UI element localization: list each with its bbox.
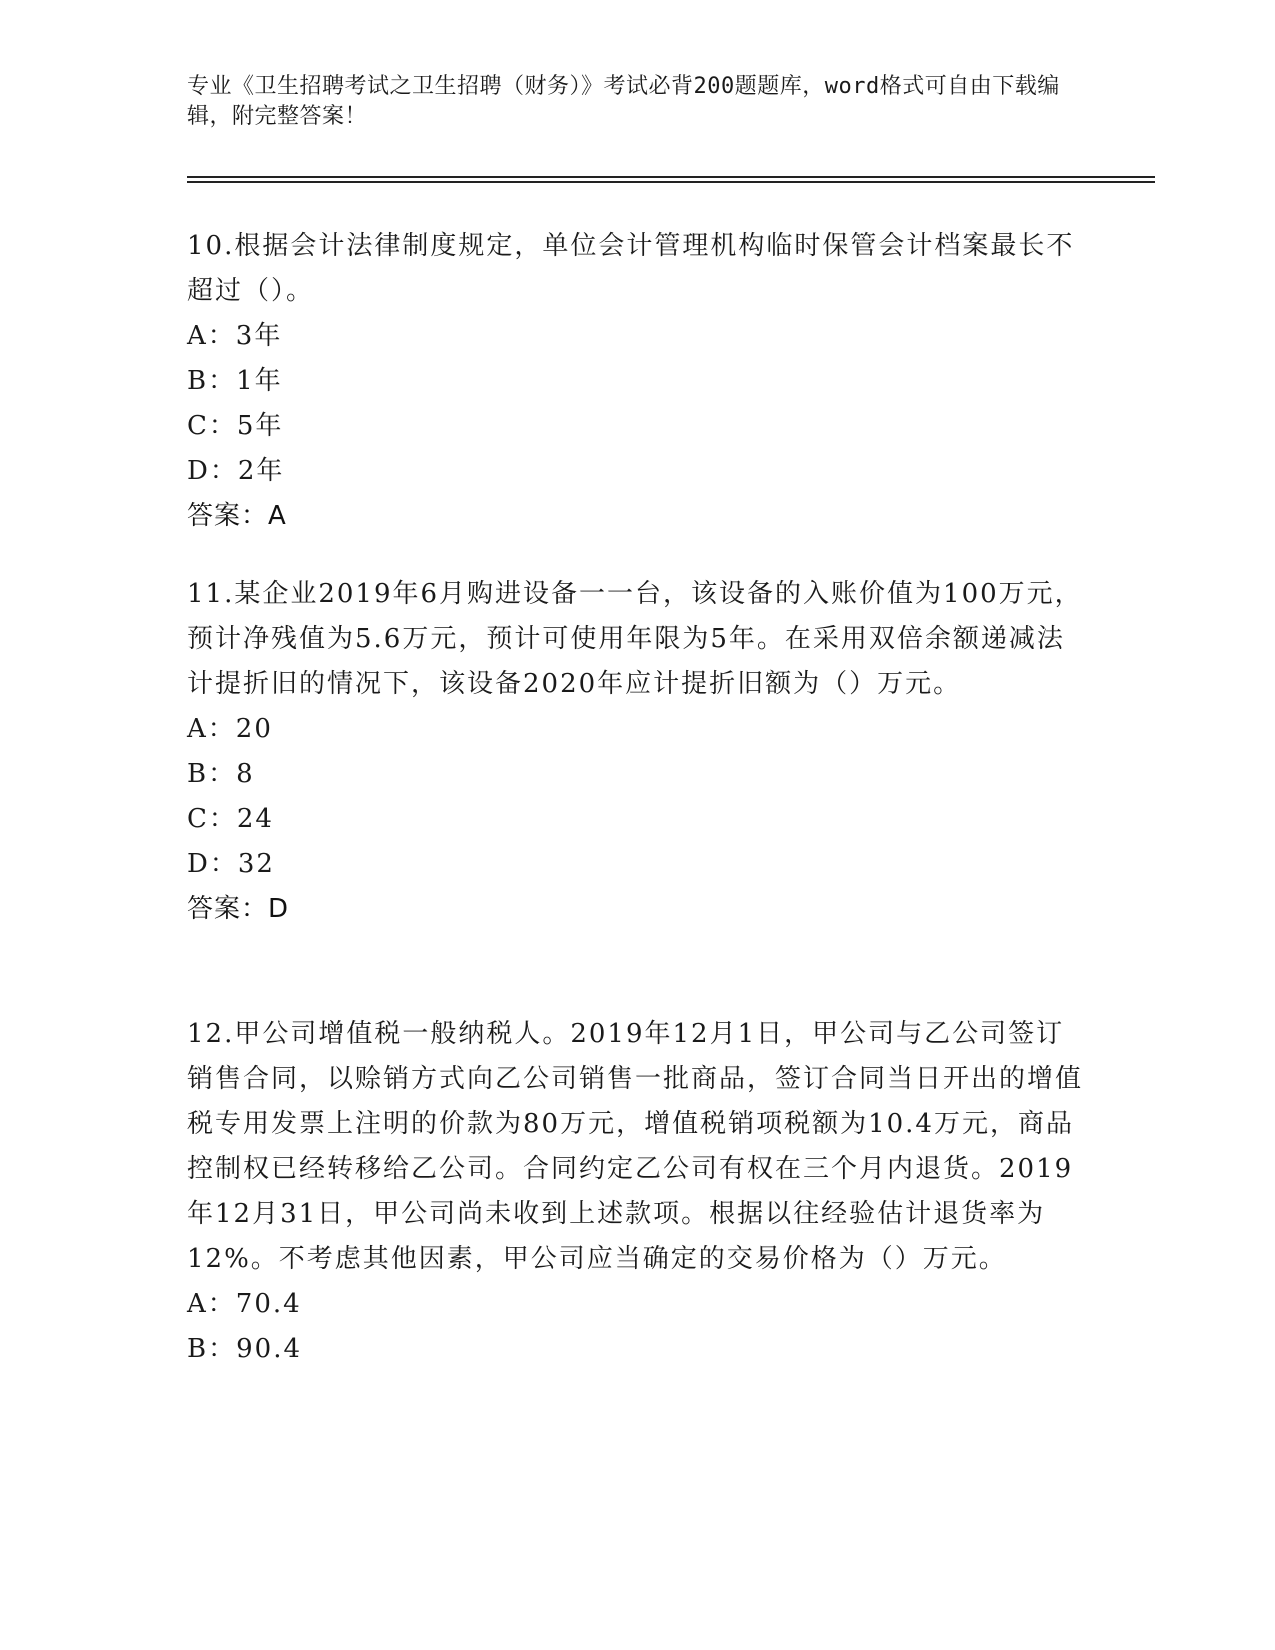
question-stem: 10.根据会计法律制度规定，单位会计管理机构临时保管会计档案最长不超过（）。	[187, 231, 1075, 306]
option-d: D：2年	[187, 456, 285, 486]
option-a: A：20	[187, 714, 273, 744]
header-divider-bottom	[187, 181, 1155, 183]
answer-line: 答案：A	[187, 501, 287, 531]
option-c: C：24	[187, 804, 274, 834]
document-header: 专业《卫生招聘考试之卫生招聘（财务）》考试必背200题题库，word格式可自由下载编辑，附完整答案！	[187, 74, 1060, 129]
option-b: B：90.4	[187, 1334, 302, 1364]
option-c: C：5年	[187, 411, 284, 441]
question-stem: 11.某企业2019年6月购进设备一一台，该设备的入账价值为100万元，预计净残值为5.6万元，预计可使用年限为5年。在采用双倍余额递减法计提折旧的情况下，该设备2020年应计提折旧额为（）万元。	[187, 579, 1083, 699]
question-11	[187, 572, 1087, 932]
option-a: A：3年	[187, 321, 283, 351]
answer-line: 答案：D	[187, 894, 290, 924]
option-b: B：1年	[187, 366, 283, 396]
question-10	[187, 224, 1087, 539]
header-divider-top	[187, 176, 1155, 178]
option-d: D：32	[187, 849, 275, 879]
question-12	[187, 1012, 1087, 1372]
option-b: B：8	[187, 759, 255, 789]
option-a: A：70.4	[187, 1289, 302, 1319]
question-stem: 12.甲公司增值税一般纳税人。2019年12月1日，甲公司与乙公司签订销售合同，以赊销方式向乙公司销售一批商品，签订合同当日开出的增值税专用发票上注明的价款为80万元，增值税销项税额为10.4万元，商品控制权已经转移给乙公司。合同约定乙公司有权在三个月内退货。2019年12月31日，甲公司尚未收到上述款项。根据以往经验估计退货率为12%。不考虑其他因素，甲公司应当确定的交易价格为（）万元。	[187, 1019, 1084, 1274]
